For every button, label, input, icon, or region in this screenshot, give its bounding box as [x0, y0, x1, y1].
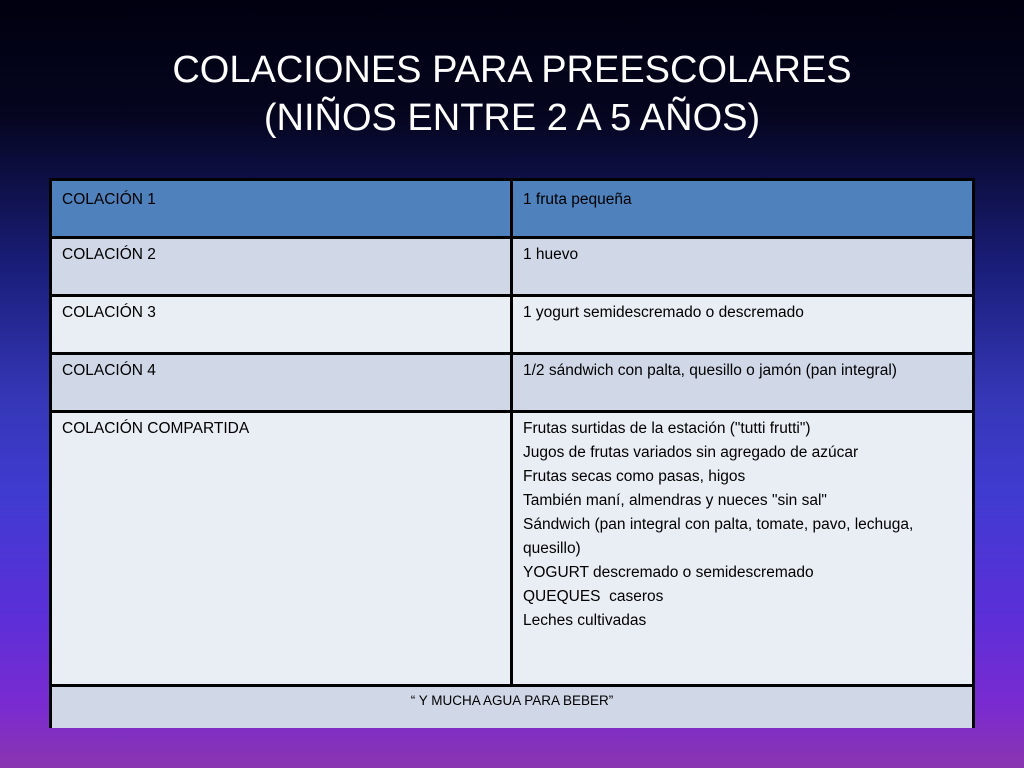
shared-item: Jugos de frutas variados sin agregado de azúcar — [523, 444, 859, 461]
row-label: COLACIÓN 3 — [52, 297, 513, 355]
shared-label: COLACIÓN COMPARTIDA — [52, 413, 513, 687]
row-value: 1 fruta pequeña — [513, 181, 972, 239]
row-label: COLACIÓN 4 — [52, 355, 513, 413]
table-row — [52, 239, 972, 297]
shared-item: Frutas surtidas de la estación ("tutti frutti") — [523, 420, 811, 437]
table-row-shared — [52, 413, 972, 687]
table-row — [52, 355, 972, 413]
colaciones-table — [49, 178, 975, 728]
shared-item: También maní, almendras y nueces "sin sal" — [523, 492, 827, 509]
footer-note: “ Y MUCHA AGUA PARA BEBER” — [52, 687, 972, 728]
row-label: COLACIÓN 1 — [52, 181, 513, 239]
slide-title — [0, 46, 1024, 142]
shared-item: QUEQUES caseros — [523, 588, 664, 605]
shared-item: Sándwich (pan integral con palta, tomate, pavo, lechuga, quesillo) — [523, 516, 914, 557]
shared-item: Leches cultivadas — [523, 612, 647, 629]
row-label: COLACIÓN 2 — [52, 239, 513, 297]
title-line-1: COLACIONES PARA PREESCOLARES — [172, 49, 852, 91]
row-value: 1 yogurt semidescremado o descremado — [513, 297, 972, 355]
shared-item: Frutas secas como pasas, higos — [523, 468, 746, 485]
table-footer-row — [52, 687, 972, 728]
shared-items — [513, 413, 972, 687]
shared-item: YOGURT descremado o semidescremado — [523, 564, 814, 581]
row-value: 1/2 sándwich con palta, quesillo o jamón (pan integral) — [513, 355, 972, 413]
table-row — [52, 181, 972, 239]
row-value: 1 huevo — [513, 239, 972, 297]
title-line-2: (NIÑOS ENTRE 2 A 5 AÑOS) — [263, 97, 761, 139]
table-row — [52, 297, 972, 355]
